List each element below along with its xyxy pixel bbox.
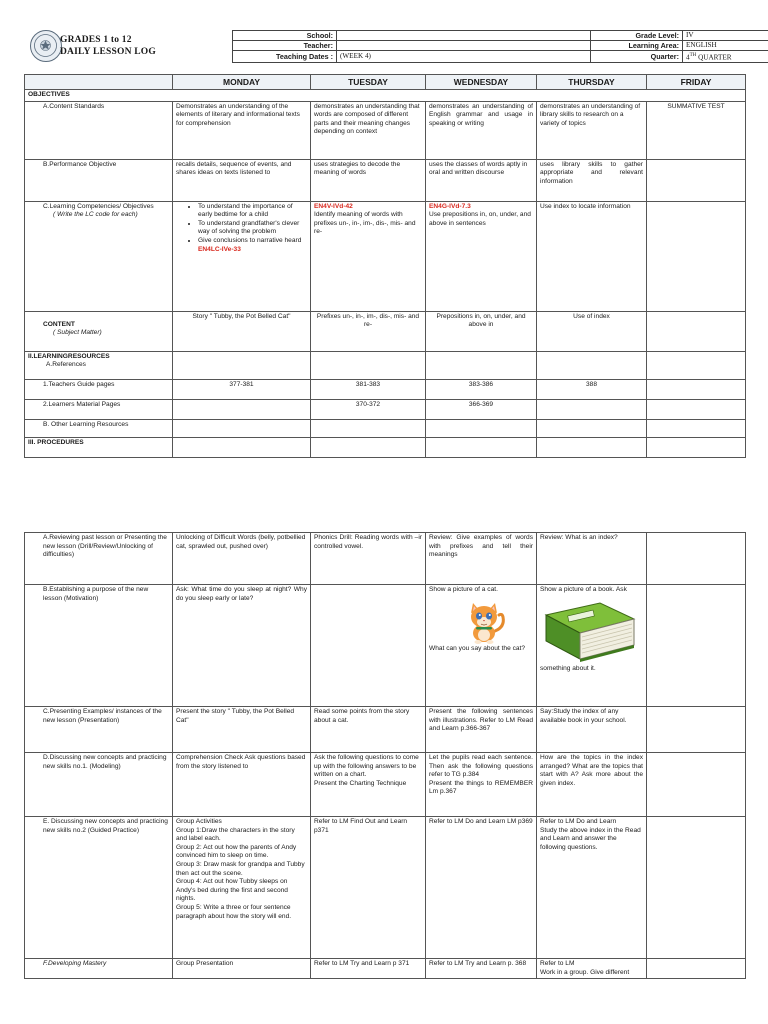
blank-cell [426,437,537,457]
procedure-e-fri [647,817,746,959]
performance-wed: uses the classes of words aptly in oral and written discourse [426,159,537,201]
performance-objective-row [25,159,746,201]
procedure-d-wed-line-1: Let the pupils read each sentence. Then ask the following questions refer to TG p.384 [429,754,533,779]
procedures-heading: III. PROCEDURES [25,437,173,457]
quarter-label: Quarter: [591,51,683,63]
title-line-2: DAILY LESSON LOG [60,47,156,57]
day-monday: MONDAY [173,75,311,90]
blank-cell [173,419,311,437]
procedure-e-mon-line-1: Group Activities [176,818,222,825]
procedure-d-wed [426,753,537,817]
procedure-d-tue [311,753,426,817]
lm-thu [537,399,647,419]
competency-code-wed: EN4G-IVd-7.3 [429,202,471,210]
lm-tue: 370-372 [311,399,426,419]
procedure-e-mon-line-6: Group 5: Write a three or four sentence paragraph about how the story will end. [176,903,292,920]
performance-objective-label: B.Performance Objective [25,159,173,201]
blank-cell [311,351,426,379]
blank-cell [173,351,311,379]
day-header-blank [25,75,173,90]
day-header-row [25,75,746,90]
procedure-c-label: C.Presenting Examples/ instances of the new lesson (Presentation) [25,707,173,753]
procedure-c-tue: Read some points from the story about a cat. [311,707,426,753]
procedure-b-wed-bottom: What can you say about the cat? [429,644,526,652]
lm-fri [647,399,746,419]
school-value [337,31,591,41]
lesson-log-table-1 [24,74,746,458]
blank-cell [537,437,647,457]
list-item: • Give conclusions to narrative heard [198,237,307,246]
procedure-d-row [25,753,746,817]
procedure-e-tue: Refer to LM Find Out and Learn p371 [311,817,426,959]
performance-fri [647,159,746,201]
quarter-number: 4 [686,53,690,62]
learning-area-label: Learning Area: [591,41,683,51]
content-wed: Prepositions in, on, under, and above in [426,311,537,351]
tg-tue: 381-383 [311,379,426,399]
content-standards-wed: demonstrates an understanding of English grammar and usage in speaking or writing [426,101,537,159]
procedure-a-row [25,533,746,585]
content-standards-fri: SUMMATIVE TEST [647,101,746,159]
procedure-d-label: D.Discussing new concepts and practicing new skills no.1. (Modeling) [25,753,173,817]
day-tuesday: TUESDAY [311,75,426,90]
learning-resources-cell [25,351,173,379]
procedure-e-label: E. Discussing new concepts and practicing new skills no.2 (Guided Practice) [25,817,173,959]
blank-cell [647,351,746,379]
blank-cell [647,419,746,437]
quarter-text: QUARTER [696,53,732,62]
procedure-b-thu [537,585,647,707]
content-fri [647,311,746,351]
other-resources-row [25,419,746,437]
procedure-f-row [25,959,746,979]
competencies-thu: Use index to locate information [537,201,647,311]
procedure-d-thu: How are the topics in the index arranged? What are the topics that start with A? Ask more about the given index. [537,753,647,817]
header-info-table [232,30,768,63]
procedure-a-wed: Review: Give examples of words with prefixes and tell their meanings [426,533,537,585]
procedure-c-row [25,707,746,753]
procedure-b-thu-bottom: something about it. [540,664,596,672]
procedure-c-mon: Present the story " Tubby, the Pot Belled Cat" [173,707,311,753]
competency-code-mon: EN4LC-IVe-33 [198,245,241,253]
day-wednesday: WEDNESDAY [426,75,537,90]
deped-seal-icon [30,30,62,62]
teaching-dates-value: (WEEK 4) [337,51,591,63]
procedure-d-wed-line-2: Present the things to REMEMBER Lm p.367 [429,779,533,796]
procedure-d-fri [647,753,746,817]
procedure-d-tue-line-2: Present the Charting Technique [314,779,407,787]
procedure-f-label: F.Developing Mastery [25,959,173,979]
competency-text-tue: Identify meaning of words with prefixes un-, in-, im-, dis-, mis- and re- [314,211,416,236]
procedure-e-thu-line-2: Study the above index in the Read and Learn and answer the following questions. [540,826,641,851]
procedure-e-mon-line-3: Group 2: Act out how the parents of Andy convinced him to sleep on time. [176,843,297,860]
procedure-c-thu: Say:Study the index of any available book in your school. [537,707,647,753]
competencies-label: C.Learning Competencies/ Objectives [43,202,154,210]
grade-level-value: IV [683,31,768,41]
procedure-c-wed: Present the following sentences with illustrations. Refer to LM Read and Learn p.366-367 [426,707,537,753]
procedure-e-mon [173,817,311,959]
lm-wed: 366-369 [426,399,537,419]
teachers-guide-label: 1.Teachers Guide pages [25,379,173,399]
content-standards-thu: demonstrates an understanding of library skills to research on a variety of topics [537,101,647,159]
content-standards-row [25,101,746,159]
competencies-note: ( Write the LC code for each) [53,211,138,219]
blank-cell [426,351,537,379]
tg-mon: 377-381 [173,379,311,399]
procedure-f-mon: Group Presentation [173,959,311,979]
quarter-suffix: TH [689,53,697,58]
procedure-b-wed-top: Show a picture of a cat. [429,586,498,593]
competencies-label-cell [25,201,173,311]
performance-thu: uses library skills to gather appropriate and relevant information [537,159,647,201]
learning-resources-heading: II.LEARNINGRESOURCES [28,352,110,360]
procedure-b-label: B.Establishing a purpose of the new lesson (Motivation) [25,585,173,707]
blank-cell [311,419,426,437]
competencies-fri [647,201,746,311]
teaching-dates-label: Teaching Dates : [233,51,337,63]
procedure-f-tue: Refer to LM Try and Learn p 371 [311,959,426,979]
day-friday: FRIDAY [647,75,746,90]
learners-material-label: 2.Learners Material Pages [25,399,173,419]
competencies-tue [311,201,426,311]
blank-cell [537,419,647,437]
quarter-value [683,51,768,63]
objectives-heading-row [25,90,746,102]
procedure-b-tue [311,585,426,707]
blank-cell [537,351,647,379]
competencies-wed [426,201,537,311]
references-label: A.References [46,361,86,369]
tg-wed: 383-386 [426,379,537,399]
lesson-log-table-2 [24,532,746,979]
content-label-cell [25,311,173,351]
procedure-f-thu-line-2: Work in a group. Give different [540,968,630,976]
learning-area-value: ENGLISH [683,41,768,51]
procedure-e-mon-line-2: Group 1:Draw the characters in the story and label each. [176,826,295,843]
procedure-e-row [25,817,746,959]
procedure-b-thu-top: Show a picture of a book. Ask [540,586,627,593]
learners-material-row [25,399,746,419]
content-standards-mon: Demonstrates an understanding of the elements of literary and informational texts for comprehension [173,101,311,159]
other-resources-label: B. Other Learning Resources [25,419,173,437]
procedure-b-row [25,585,746,707]
procedure-f-thu [537,959,647,979]
procedure-a-tue: Phonics Drill: Reading words with –ir controlled vowel. [311,533,426,585]
performance-mon: recalls details, sequence of events, and shares ideas on texts listened to [173,159,311,201]
procedure-f-thu-line-1: Refer to LM [540,960,575,967]
learning-resources-row [25,351,746,379]
procedure-e-wed: Refer to LM Do and Learn LM p369 [426,817,537,959]
procedure-d-tue-line-1: Ask the following questions to come up with the following answers to be written on a chart. [314,754,419,779]
procedure-a-label: A.Reviewing past lesson or Presenting the new lesson (Drill/Review/Unlocking of difficulties) [25,533,173,585]
blank-cell [173,437,311,457]
lm-mon [173,399,311,419]
content-thu: Use of index [537,311,647,351]
day-thursday: THURSDAY [537,75,647,90]
competency-text-wed: Use prepositions in, on, under, and above in sentences [429,211,531,227]
procedure-b-fri [647,585,746,707]
procedure-e-thu-line-1: Refer to LM Do and Learn [540,818,617,825]
competencies-mon [173,201,311,311]
teacher-label: Teacher: [233,41,337,51]
tg-thu: 388 [537,379,647,399]
blank-cell [311,437,426,457]
content-standards-tue: demonstrates an understanding that words are composed of different parts and their meaning changes depending on context [311,101,426,159]
teacher-value [337,41,591,51]
performance-tue: uses strategies to decode the meaning of words [311,159,426,201]
blank-cell [647,437,746,457]
procedure-a-mon: Unlocking of Difficult Words (belly, potbellied cat, sprawled out, pushed over) [173,533,311,585]
competencies-row [25,201,746,311]
procedure-e-mon-line-5: Group 4: Act out how Tubby sleeps on Andy's bed during the first and second nights. [176,878,288,903]
procedures-heading-row [25,437,746,457]
procedure-a-fri [647,533,746,585]
content-mon: Story " Tubby, the Pot Belled Cat" [173,311,311,351]
procedure-e-mon-line-4: Group 3: Draw mask for grandpa and Tubby then act out the scene. [176,860,305,877]
procedure-b-mon: Ask: What time do you sleep at night? Why do you sleep early or late? [173,585,311,707]
teachers-guide-row [25,379,746,399]
content-tue: Prefixes un-, in-, im-, dis-, mis- and re- [311,311,426,351]
grade-level-label: Grade Level: [591,31,683,41]
content-standards-label: A.Content Standards [25,101,173,159]
title-line-1: GRADES 1 to 12 [60,35,132,45]
procedure-f-wed: Refer to LM Try and Learn p. 368 [426,959,537,979]
book-picture-icon [540,597,643,663]
competency-code-tue: EN4V-IVd-42 [314,202,353,210]
header [24,30,744,67]
school-label: School: [233,31,337,41]
list-item: • To understand grandfather's clever way of solving the problem [198,220,307,237]
competencies-mon-list [176,203,307,246]
procedure-e-thu [537,817,647,959]
content-row [25,311,746,351]
procedure-c-fri [647,707,746,753]
cat-picture-icon [459,601,533,641]
procedure-a-thu: Review: What is an index? [537,533,647,585]
tg-fri [647,379,746,399]
log-title [60,34,230,58]
content-note: ( Subject Matter) [53,329,102,337]
objectives-heading: OBJECTIVES [25,90,746,102]
procedure-b-wed [426,585,537,707]
blank-cell [426,419,537,437]
procedure-d-mon: Comprehension Check Ask questions based from the story listened to [173,753,311,817]
content-label: CONTENT [43,320,75,328]
procedure-f-fri [647,959,746,979]
list-item: • To understand the importance of early bedtime for a child [198,203,307,220]
